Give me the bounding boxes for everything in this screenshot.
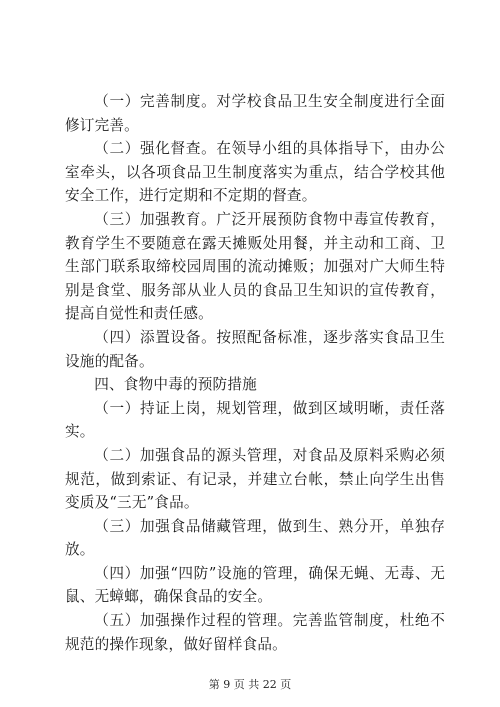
paragraph: （四）添置设备。按照配备标准，逐步落实食品卫生设施的配备。 [65, 328, 445, 370]
paragraph: （三）加强教育。广泛开展预防食物中毒宣传教育，教育学生不要随意在露天摊贩处用餐，并主动和工商、卫生部门联系取缔校园周围的流动摊贩；加强对广大师生特别是食堂、服务部从业人员的食品卫生知识的宣传教育，提高自觉性和责任感。 [65, 210, 445, 323]
page-number-footer: 第 9 页 共 22 页 [208, 678, 292, 691]
paragraph: （二）加强食品的源头管理，对食品及原料采购必须规范，做到索证、有记录，并建立台帐，禁止向学生出售变质及“三无”食品。 [65, 446, 445, 512]
paragraph: （四）加强“四防”设施的管理，确保无蝇、无毒、无鼠、无蟑螂，确保食品的安全。 [65, 564, 445, 606]
paragraph: （五）加强操作过程的管理。完善监管制度，杜绝不规范的操作现象，做好留样食品。 [65, 612, 445, 653]
section-heading: 四、食物中毒的预防措施 [94, 376, 257, 394]
paragraph: （一）持证上岗，规划管理，做到区域明晰，责任落实。 [65, 399, 445, 441]
paragraph: （三）加强食品储藏管理，做到生、熟分开，单独存放。 [65, 517, 445, 559]
document-body [65, 90, 445, 656]
paragraph: （二）强化督查。在领导小组的具体指导下，由办公室牵头，以各项食品卫生制度落实为重点，结合学校其他安全工作，进行定期和不定期的督查。 [65, 140, 445, 205]
paragraph: （一）完善制度。对学校食品卫生安全制度进行全面修订完善。 [65, 93, 445, 134]
